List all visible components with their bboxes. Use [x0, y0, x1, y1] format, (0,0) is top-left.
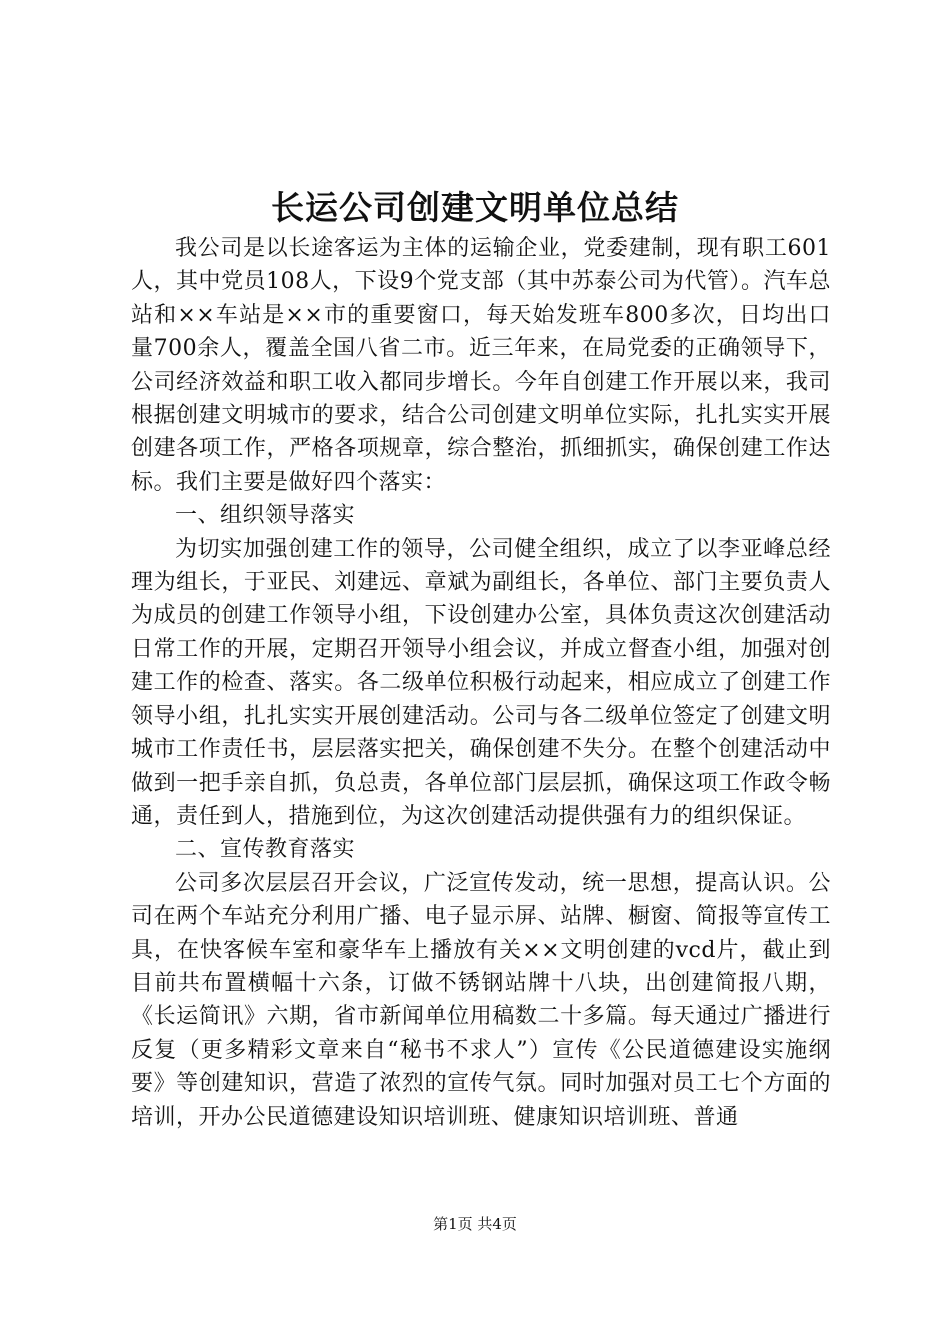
section-heading-organization: 一、组织领导落实	[175, 503, 356, 529]
document-title: 长运公司创建文明单位总结	[271, 188, 679, 227]
section-heading-publicity: 二、宣传教育落实	[175, 837, 356, 863]
page-footer: 第1页 共4页	[433, 1215, 517, 1233]
paragraph-intro: 我公司是以长途客运为主体的运输企业，党委建制，现有职工601人，其中党员108人，下设9个党支部（其中苏泰公司为代管）。汽车总站和××车站是××市的重要窗口，每天始发班车800多次，日均出口量700余人，覆盖全国八省二市。近三年来，在局党委的正确领导下，公司经济效益和职工收入都同步增长。今年自创建工作开展以来，我司根据创建文明城市的要求，结合公司创建文明单位实际，扎扎实实开展创建各项工作，严格各项规章，综合整治，抓细抓实，确保创建工作达标。我们主要是做好四个落实：	[131, 236, 831, 495]
document-body	[131, 232, 831, 1134]
paragraph-organization: 为切实加强创建工作的领导，公司健全组织，成立了以李亚峰总经理为组长，于亚民、刘建远、章斌为副组长，各单位、部门主要负责人为成员的创建工作领导小组，下设创建办公室，具体负责这次创建活动日常工作的开展，定期召开领导小组会议，并成立督查小组，加强对创建工作的检查、落实。各二级单位积极行动起来，相应成立了创建工作领导小组，扎扎实实开展创建活动。公司与各二级单位签定了创建文明城市工作责任书，层层落实把关，确保创建不失分。在整个创建活动中做到一把手亲自抓，负总责，各单位部门层层抓，确保这项工作政令畅通，责任到人，措施到位，为这次创建活动提供强有力的组织保证。	[131, 536, 831, 829]
paragraph-publicity: 公司多次层层召开会议，广泛宣传发动，统一思想，提高认识。公司在两个车站充分利用广播、电子显示屏、站牌、橱窗、简报等宣传工具，在快客候车室和豪华车上播放有关××文明创建的vcd片，截止到目前共布置横幅十六条，订做不锈钢站牌十八块，出创建简报八期，《长运简讯》六期，省市新闻单位用稿数二十多篇。每天通过广播进行反复（更多精彩文章来自“秘书不求人”）宣传《公民道德建设实施纲要》等创建知识，营造了浓烈的宣传气氛。同时加强对员工七个方面的培训，开办公民道德建设知识培训班、健康知识培训班、普通	[131, 870, 831, 1130]
